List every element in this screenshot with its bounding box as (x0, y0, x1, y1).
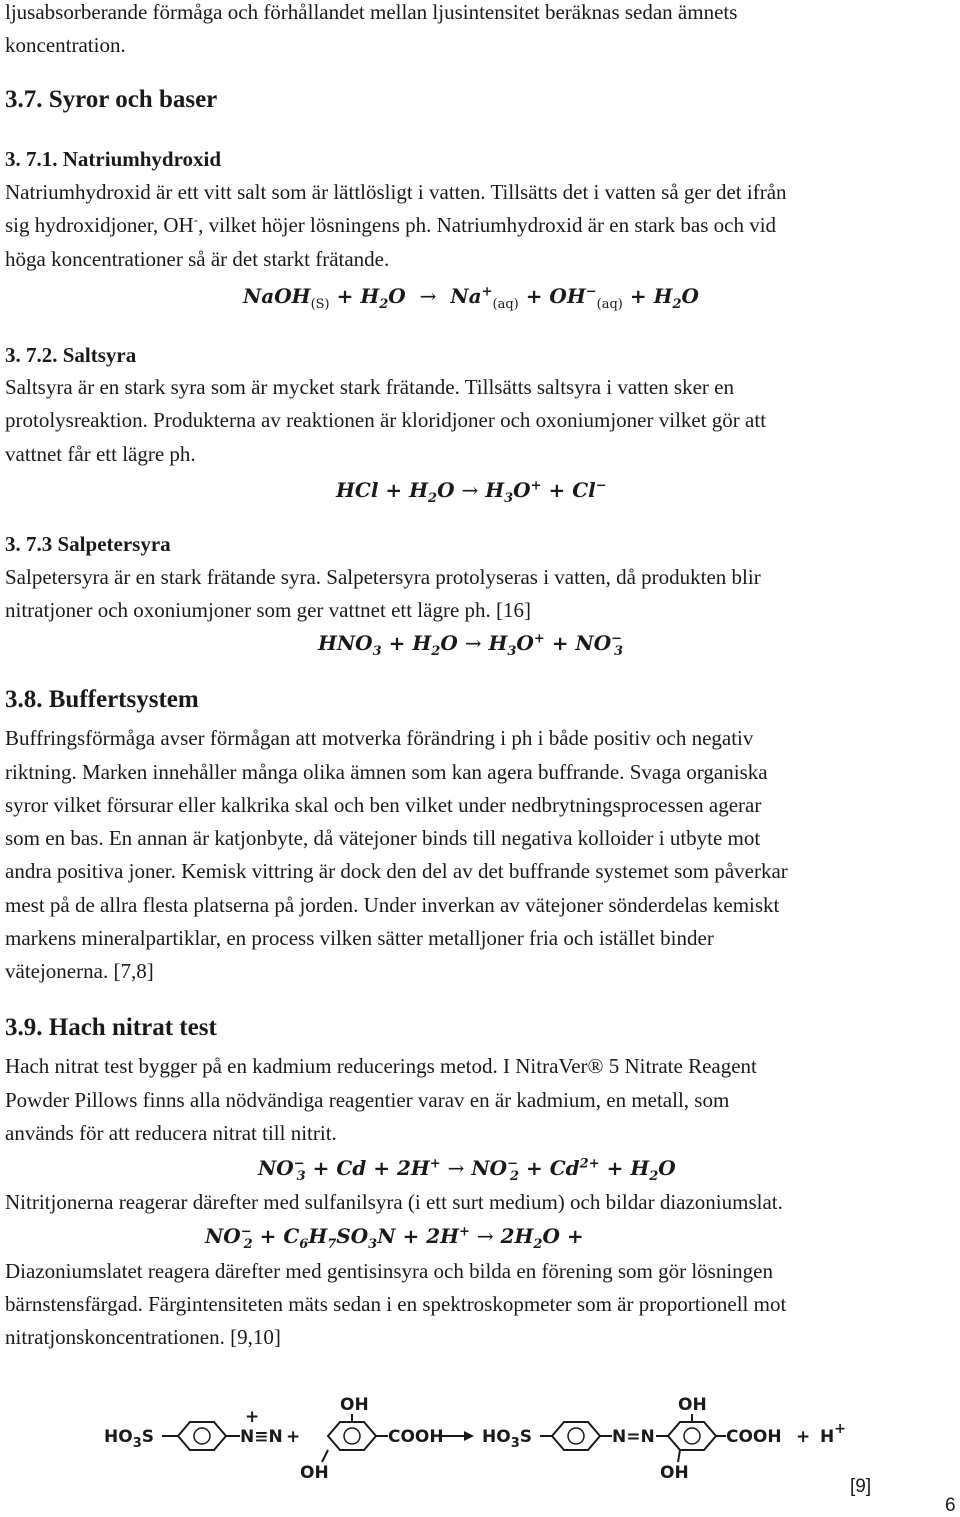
text-line: som en bas. En annan är katjonbyte, då vätejoner binds till negativa kolloider i utbyte mot (5, 826, 761, 850)
proton-label: H+ (820, 1421, 846, 1447)
text-line: Nitritjonerna reagerar därefter med sulfanilsyra (i ett surt medium) och bildar diazoniumslat. (5, 1190, 783, 1214)
equation-sulfanilic: $NO^-_2 + C_6H_7SO_3N + 2H^+ \to 2H_2O$ + (205, 1224, 584, 1252)
hydroxyl-label: OH (300, 1463, 329, 1482)
text-line: Natriumhydroxid är ett vitt salt som är lättlösligt i vatten. Tillsätts det i vatten så ger det ifrån (5, 180, 787, 204)
text-line: koncentration. (5, 33, 126, 57)
section-heading-3-9: 3.9. Hach nitrat test (5, 1014, 217, 1041)
hydroxyl-label: OH (660, 1463, 689, 1482)
diazonium-label: N≡N (240, 1427, 283, 1447)
text-line: Powder Pillows finns alla nödvändiga reagentier varav en är kadmium, en metall, som (5, 1088, 730, 1112)
figure-reference: [9] (850, 1476, 872, 1497)
carboxyl-label: COOH (726, 1427, 782, 1447)
equation-hno3: $HNO_3 + H_2O \to H_3O^+ + NO^-_3$ (318, 631, 624, 659)
plus-sign: + (796, 1427, 811, 1447)
benzene-ring (552, 1422, 600, 1450)
equation-hcl: HCl + $H_2O \to H_3O^+ + Cl^-$ (336, 478, 607, 506)
text-line: Saltsyra är en stark syra som är mycket stark frätande. Tillsätts saltsyra i vatten sker en (5, 375, 734, 399)
subsection-heading-3-7-1: 3. 7.1. Natriumhydroxid (5, 147, 222, 171)
text-line: används för att reducera nitrat till nitrit. (5, 1121, 337, 1145)
diazo-coupling-reaction-scheme (90, 1392, 870, 1482)
text-line: ljusabsorberande förmåga och förhållandet mellan ljusintensitet beräknas sedan ämnets (5, 0, 738, 24)
text-line: Hach nitrat test bygger på en kadmium reducerings metod. I NitraVer® 5 Nitrate Reagent (5, 1054, 757, 1078)
text-line: sig hydroxidjoner, OH-, vilket höjer lösningens ph. Natriumhydroxid är en stark bas och vid (5, 212, 777, 237)
text-line: syror vilket försurar eller kalkrika skal och ben vilket under nedbrytningsprocessen agerar (5, 793, 762, 817)
text-line: nitratjoner och oxoniumjoner som ger vattnet ett lägre ph. [16] (5, 598, 532, 622)
text-line: markens mineralpartiklar, en process vilken sätter metalljoner fria och istället binder (5, 926, 714, 950)
benzene-ring (328, 1422, 376, 1450)
text-line: Diazoniumslatet reagera därefter med gentisinsyra och bilda en förening som gör lösningen (5, 1259, 773, 1283)
text-line: vätejonerna. [7,8] (5, 959, 154, 983)
text-line: protolysreaktion. Produkterna av reaktionen är kloridjoner och oxoniumjoner vilket gör att (5, 408, 767, 432)
sulfonate-label: $HO_3S$ (104, 1427, 154, 1451)
page-number: 6 (945, 1495, 956, 1516)
text-line: bärnstensfärgad. Färgintensiteten mäts sedan i en spektroskopmeter som är proportionell mot (5, 1292, 787, 1316)
azo-label: N=N (612, 1427, 655, 1447)
benzene-ring (178, 1422, 226, 1450)
equation-naoh: NaOH$_{(S)}$ + $H_2O \to Na^+_{(aq)} + OH^-_{(aq)} + H_2O$ (243, 284, 699, 312)
text-line: höga koncentrationer så är det starkt frätande. (5, 247, 390, 271)
hydroxyl-label: OH (678, 1395, 707, 1415)
text-line: Salpetersyra är en stark frätande syra. Salpetersyra protolyseras i vatten, då produkten blir (5, 565, 761, 589)
plus-sign: + (286, 1427, 301, 1447)
text-line: andra positiva joner. Kemisk vittring är dock den del av det buffrande systemet som påverkar (5, 859, 788, 883)
subsection-heading-3-7-2: 3. 7.2. Saltsyra (5, 343, 137, 367)
diazonium-charge: + (245, 1407, 260, 1427)
text-line: vattnet får ett lägre ph. (5, 442, 196, 466)
text-line: riktning. Marken innehåller många olika ämnen som kan agera buffrande. Svaga organiska (5, 760, 768, 784)
benzene-ring (668, 1422, 716, 1450)
hydroxyl-label: OH (340, 1395, 369, 1415)
text-line: mest på de allra flesta platserna på jorden. Under inverkan av vätejoner sönderdelas kemiskt (5, 893, 780, 917)
sulfonate-label: $HO_3S$ (482, 1427, 532, 1451)
text-line: Buffringsförmåga avser förmågan att motverka förändring i ph i både positiv och negativ (5, 726, 754, 750)
section-heading-3-8: 3.8. Buffertsystem (5, 686, 199, 713)
carboxyl-label: COOH (388, 1427, 444, 1447)
subsection-heading-3-7-3: 3. 7.3 Salpetersyra (5, 532, 171, 556)
equation-cadmium-reduction: $NO^-_3 + Cd + 2H^+ \to NO^-_2 + Cd^{2+} + H_2O$ (258, 1156, 676, 1184)
text-line: nitratjonskoncentrationen. [9,10] (5, 1325, 281, 1349)
section-heading-3-7: 3.7. Syror och baser (5, 86, 218, 113)
